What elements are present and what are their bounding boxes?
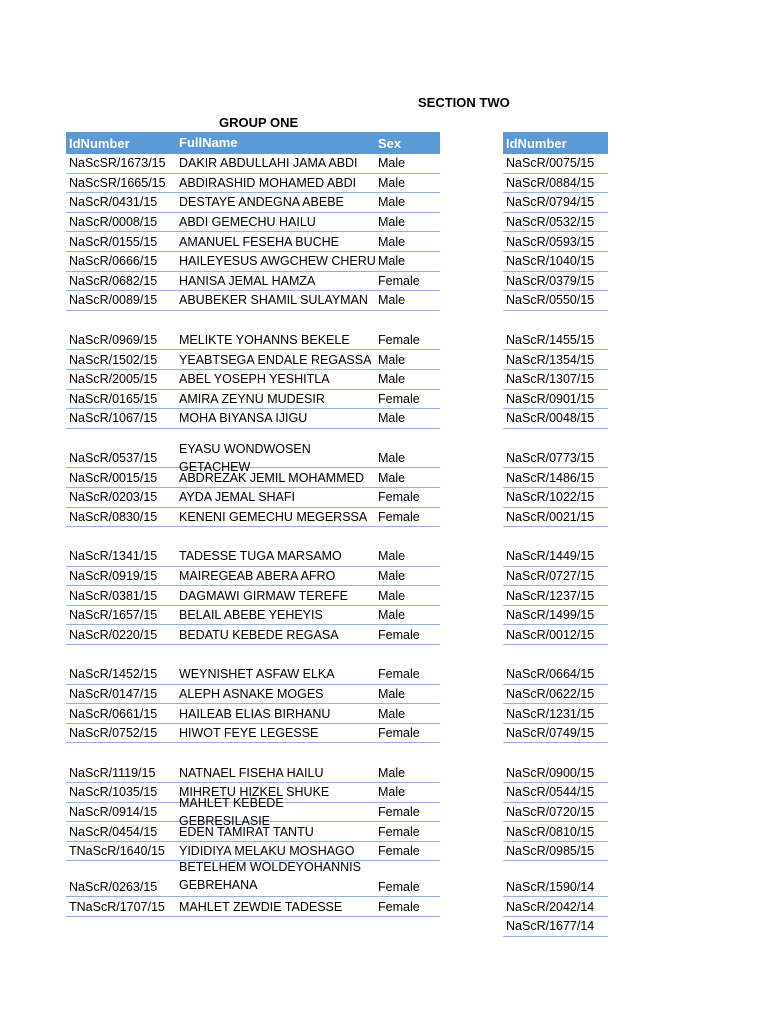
table-row bbox=[66, 390, 440, 410]
cell-idnumber: NaScR/0919/15 bbox=[69, 568, 158, 583]
cell-idnumber: NaScR/1452/15 bbox=[69, 667, 158, 682]
section-two-table bbox=[503, 132, 608, 937]
cell-idnumber: NaScR/0682/15 bbox=[69, 273, 158, 288]
table-row bbox=[66, 606, 440, 626]
cell-idnumber: NaScR/1354/15 bbox=[506, 352, 595, 367]
table-row bbox=[503, 488, 608, 508]
blank-row bbox=[503, 311, 608, 331]
table-row bbox=[66, 704, 440, 724]
table-row bbox=[503, 822, 608, 842]
cell-fullname: MELIKTE YOHANNS BEKELE bbox=[179, 333, 350, 348]
table-row bbox=[66, 272, 440, 292]
cell-idnumber: NaScR/0021/15 bbox=[506, 509, 595, 524]
cell-idnumber: NaScR/0431/15 bbox=[69, 195, 158, 210]
table-row bbox=[503, 861, 608, 897]
cell-sex: Male bbox=[378, 765, 406, 780]
cell-fullname: ABDREZAK JEMIL MOHAMMED bbox=[179, 470, 364, 485]
header-fullname: FullName bbox=[179, 135, 238, 150]
cell-idnumber: NaScR/0810/15 bbox=[506, 824, 595, 839]
cell-fullname: HAILEAB ELIAS BIRHANU bbox=[179, 706, 331, 721]
cell-idnumber: NaScR/0901/15 bbox=[506, 391, 595, 406]
cell-fullname: HAILEYESUS AWGCHEW CHERU bbox=[179, 254, 376, 269]
cell-fullname: EDEN TAMIRAT TANTU bbox=[179, 824, 314, 839]
cell-fullname: WEYNISHET ASFAW ELKA bbox=[179, 667, 335, 682]
cell-sex: Male bbox=[378, 686, 406, 701]
cell-fullname: BELAIL ABEBE YEHEYIS bbox=[179, 608, 323, 623]
header-idnumber: IdNumber bbox=[69, 135, 130, 151]
table-row bbox=[66, 154, 440, 174]
cell-idnumber: NaScR/1307/15 bbox=[506, 372, 595, 387]
cell-sex: Female bbox=[378, 844, 420, 859]
cell-idnumber: NaScR/0900/15 bbox=[506, 765, 595, 780]
table-row bbox=[503, 625, 608, 645]
table-row bbox=[66, 350, 440, 370]
cell-sex: Male bbox=[378, 568, 406, 583]
cell-idnumber: NaScR/0454/15 bbox=[69, 824, 158, 839]
cell-fullname: AYDA JEMAL SHAFI bbox=[179, 490, 296, 505]
table-row bbox=[503, 783, 608, 803]
cell-fullname: ABDIRASHID MOHAMED ABDI bbox=[179, 175, 357, 190]
table-row bbox=[66, 508, 440, 528]
blank-row bbox=[66, 645, 440, 665]
blank-row bbox=[66, 527, 440, 547]
table-row bbox=[503, 567, 608, 587]
cell-idnumber: NaScR/1499/15 bbox=[506, 608, 595, 623]
cell-idnumber: NaScR/0794/15 bbox=[506, 195, 595, 210]
table-row bbox=[503, 370, 608, 390]
cell-fullname: EYASU WONDWOSEN GETACHEW bbox=[179, 442, 311, 475]
cell-idnumber: NaScR/0752/15 bbox=[69, 726, 158, 741]
cell-fullname: ABUBEKER SHAMIL SULAYMAN bbox=[179, 293, 368, 308]
cell-fullname: ABEL YOSEPH YESHITLA bbox=[179, 372, 330, 387]
table-header bbox=[503, 132, 608, 154]
cell-idnumber: NaScR/0550/15 bbox=[506, 293, 595, 308]
table-body bbox=[503, 154, 608, 937]
table-row bbox=[503, 763, 608, 783]
cell-idnumber: NaScR/1035/15 bbox=[69, 785, 158, 800]
cell-fullname: MIHRETU HIZKEL SHUKE bbox=[179, 785, 330, 800]
cell-fullname: TADESSE TUGA MARSAMO bbox=[179, 549, 342, 564]
cell-sex: Female bbox=[378, 667, 420, 682]
cell-sex: Female bbox=[378, 627, 420, 642]
cell-fullname: KENENI GEMECHU MEGERSSA bbox=[179, 509, 368, 524]
table-row bbox=[503, 213, 608, 233]
cell-idnumber: NaScR/0381/15 bbox=[69, 588, 158, 603]
cell-idnumber: NaScR/0203/15 bbox=[69, 490, 158, 505]
cell-sex: Male bbox=[378, 293, 406, 308]
cell-fullname: ABDI GEMECHU HAILU bbox=[179, 215, 316, 230]
table-row bbox=[66, 724, 440, 744]
cell-sex: Female bbox=[378, 509, 420, 524]
blank-row bbox=[503, 429, 608, 449]
table-row bbox=[66, 685, 440, 705]
table-row bbox=[503, 154, 608, 174]
blank-row bbox=[503, 527, 608, 547]
cell-idnumber: NaScR/0773/15 bbox=[506, 451, 595, 466]
table-row bbox=[66, 331, 440, 351]
cell-idnumber: NaScR/0622/15 bbox=[506, 686, 595, 701]
table-row bbox=[503, 665, 608, 685]
cell-idnumber: NaScR/0015/15 bbox=[69, 470, 158, 485]
cell-sex: Female bbox=[378, 824, 420, 839]
cell-idnumber: NaScR/0544/15 bbox=[506, 785, 595, 800]
table-row bbox=[66, 547, 440, 567]
cell-fullname: MOHA BIYANSA IJIGU bbox=[179, 411, 308, 426]
cell-idnumber: NaScR/0532/15 bbox=[506, 215, 595, 230]
table-row bbox=[503, 174, 608, 194]
cell-sex: Male bbox=[378, 785, 406, 800]
cell-idnumber: NaScR/0985/15 bbox=[506, 844, 595, 859]
table-row bbox=[66, 252, 440, 272]
cell-fullname: MAIREGEAB ABERA AFRO bbox=[179, 568, 336, 583]
cell-sex: Female bbox=[378, 899, 420, 914]
cell-idnumber: NaScR/0661/15 bbox=[69, 706, 158, 721]
cell-fullname: HANISA JEMAL HAMZA bbox=[179, 273, 316, 288]
cell-sex: Male bbox=[378, 254, 406, 269]
table-body bbox=[66, 154, 440, 917]
cell-fullname: MAHLET ZEWDIE TADESSE bbox=[179, 899, 343, 914]
cell-sex: Male bbox=[378, 195, 406, 210]
table-row bbox=[66, 897, 440, 917]
table-row bbox=[503, 468, 608, 488]
cell-fullname: BEDATU KEBEDE REGASA bbox=[179, 627, 339, 642]
cell-idnumber: NaScR/0155/15 bbox=[69, 234, 158, 249]
cell-sex: Male bbox=[378, 175, 406, 190]
group-one-table bbox=[66, 132, 440, 917]
cell-idnumber: NaScR/1486/15 bbox=[506, 470, 595, 485]
table-row bbox=[503, 586, 608, 606]
table-row bbox=[66, 665, 440, 685]
cell-idnumber: NaScR/0914/15 bbox=[69, 804, 158, 819]
cell-idnumber: NaScR/2042/14 bbox=[506, 899, 595, 914]
cell-sex: Male bbox=[378, 156, 406, 171]
cell-idnumber: NaScR/1119/15 bbox=[69, 765, 156, 780]
cell-idnumber: NaScR/0720/15 bbox=[506, 804, 595, 819]
cell-fullname: DAKIR ABDULLAHI JAMA ABDI bbox=[179, 156, 358, 171]
table-row bbox=[503, 272, 608, 292]
table-row bbox=[66, 488, 440, 508]
cell-fullname: HIWOT FEYE LEGESSE bbox=[179, 726, 319, 741]
table-row bbox=[503, 842, 608, 862]
cell-sex: Female bbox=[378, 804, 420, 819]
table-header bbox=[66, 132, 440, 154]
cell-idnumber: NaScR/1657/15 bbox=[69, 608, 158, 623]
table-row bbox=[503, 409, 608, 429]
table-row bbox=[503, 704, 608, 724]
cell-sex: Male bbox=[378, 470, 406, 485]
cell-fullname: DESTAYE ANDEGNA ABEBE bbox=[179, 195, 344, 210]
cell-fullname: YEABTSEGA ENDALE REGASSA bbox=[179, 352, 372, 367]
cell-sex: Male bbox=[378, 215, 406, 230]
table-row bbox=[66, 174, 440, 194]
cell-idnumber: NaScR/1231/15 bbox=[506, 706, 595, 721]
table-row bbox=[66, 232, 440, 252]
cell-idnumber: TNaScR/1707/15 bbox=[69, 899, 165, 914]
cell-idnumber: NaScR/0220/15 bbox=[69, 627, 158, 642]
cell-idnumber: NaScR/1022/15 bbox=[506, 490, 595, 505]
cell-idnumber: NaScR/1449/15 bbox=[506, 549, 595, 564]
cell-sex: Female bbox=[378, 880, 420, 895]
cell-idnumber: NaScR/0048/15 bbox=[506, 411, 595, 426]
cell-idnumber: NaScR/0537/15 bbox=[69, 451, 158, 466]
cell-sex: Male bbox=[378, 451, 406, 466]
cell-idnumber: NaScR/0830/15 bbox=[69, 509, 158, 524]
blank-row bbox=[503, 743, 608, 763]
cell-idnumber: NaScR/1677/14 bbox=[506, 919, 595, 934]
table-row bbox=[503, 547, 608, 567]
cell-idnumber: NaScR/0008/15 bbox=[69, 215, 158, 230]
table-row bbox=[66, 291, 440, 311]
cell-fullname: YIDIDIYA MELAKU MOSHAGO bbox=[179, 844, 355, 859]
blank-row bbox=[503, 645, 608, 665]
cell-sex: Male bbox=[378, 411, 406, 426]
cell-idnumber: NaScR/1590/14 bbox=[506, 880, 595, 895]
cell-idnumber: NaScR/1067/15 bbox=[69, 411, 158, 426]
table-row bbox=[66, 567, 440, 587]
cell-idnumber: NaScR/0089/15 bbox=[69, 293, 158, 308]
cell-idnumber: NaScSR/1665/15 bbox=[69, 175, 166, 190]
table-row bbox=[66, 468, 440, 488]
table-row bbox=[66, 625, 440, 645]
table-row bbox=[66, 822, 440, 842]
table-row bbox=[503, 232, 608, 252]
cell-idnumber: NaScR/0749/15 bbox=[506, 726, 595, 741]
cell-sex: Male bbox=[378, 706, 406, 721]
table-row bbox=[503, 291, 608, 311]
table-row bbox=[503, 724, 608, 744]
cell-idnumber: NaScR/1237/15 bbox=[506, 588, 595, 603]
table-row bbox=[66, 193, 440, 213]
cell-fullname: DAGMAWI GIRMAW TEREFE bbox=[179, 588, 348, 603]
table-row bbox=[503, 606, 608, 626]
table-row bbox=[503, 331, 608, 351]
cell-idnumber: NaScR/0664/15 bbox=[506, 667, 595, 682]
table-row bbox=[503, 193, 608, 213]
cell-idnumber: NaScR/0969/15 bbox=[69, 333, 158, 348]
cell-sex: Female bbox=[378, 273, 420, 288]
table-row bbox=[503, 685, 608, 705]
cell-sex: Female bbox=[378, 490, 420, 505]
table-row bbox=[503, 350, 608, 370]
group-title: GROUP ONE bbox=[219, 115, 299, 130]
cell-sex: Male bbox=[378, 549, 406, 564]
cell-idnumber: NaScR/0593/15 bbox=[506, 234, 595, 249]
table-row bbox=[503, 803, 608, 823]
cell-sex: Female bbox=[378, 391, 420, 406]
cell-idnumber: NaScR/1502/15 bbox=[69, 352, 158, 367]
cell-fullname: AMIRA ZEYNU MUDESIR bbox=[179, 391, 325, 406]
blank-row bbox=[66, 311, 440, 331]
table-row bbox=[503, 897, 608, 917]
cell-idnumber: NaScR/1341/15 bbox=[69, 549, 158, 564]
cell-idnumber: NaScR/0666/15 bbox=[69, 254, 158, 269]
blank-row bbox=[66, 743, 440, 763]
cell-sex: Male bbox=[378, 608, 406, 623]
cell-sex: Female bbox=[378, 726, 420, 741]
table-row bbox=[66, 763, 440, 783]
table-row bbox=[66, 370, 440, 390]
cell-sex: Male bbox=[378, 588, 406, 603]
table-row bbox=[503, 917, 608, 937]
cell-fullname: BETELHEM WOLDEYOHANNIS GEBREHANA bbox=[179, 860, 361, 893]
cell-idnumber: NaScR/1040/15 bbox=[506, 254, 595, 269]
cell-fullname: MAHLET KEBEDE GEBRESILASIE bbox=[179, 795, 284, 828]
cell-idnumber: NaScR/0884/15 bbox=[506, 175, 595, 190]
cell-idnumber: NaScR/0379/15 bbox=[506, 273, 595, 288]
cell-idnumber: NaScR/0075/15 bbox=[506, 156, 595, 171]
table-row bbox=[503, 449, 608, 469]
cell-idnumber: NaScR/0727/15 bbox=[506, 568, 595, 583]
cell-idnumber: TNaScR/1640/15 bbox=[69, 844, 165, 859]
cell-idnumber: NaScR/0012/15 bbox=[506, 627, 595, 642]
cell-fullname: AMANUEL FESEHA BUCHE bbox=[179, 234, 339, 249]
cell-idnumber: NaScR/2005/15 bbox=[69, 372, 158, 387]
cell-sex: Male bbox=[378, 234, 406, 249]
table-row bbox=[66, 409, 440, 429]
cell-idnumber: NaScR/0263/15 bbox=[69, 880, 158, 895]
cell-sex: Male bbox=[378, 352, 406, 367]
table-row bbox=[503, 252, 608, 272]
table-row bbox=[66, 586, 440, 606]
cell-idnumber: NaScR/0165/15 bbox=[69, 391, 158, 406]
table-row bbox=[66, 861, 440, 897]
table-row bbox=[66, 442, 440, 475]
cell-sex: Male bbox=[378, 372, 406, 387]
header-idnumber: IdNumber bbox=[506, 135, 567, 151]
cell-fullname: NATNAEL FISEHA HAILU bbox=[179, 765, 324, 780]
table-row bbox=[66, 795, 440, 828]
cell-idnumber: NaScSR/1673/15 bbox=[69, 156, 166, 171]
cell-fullname: ALEPH ASNAKE MOGES bbox=[179, 686, 324, 701]
cell-sex: Female bbox=[378, 333, 420, 348]
table-row bbox=[66, 213, 440, 233]
cell-idnumber: NaScR/1455/15 bbox=[506, 333, 595, 348]
table-row bbox=[503, 390, 608, 410]
section-title: SECTION TWO bbox=[418, 95, 510, 110]
cell-idnumber: NaScR/0147/15 bbox=[69, 686, 158, 701]
table-row bbox=[503, 508, 608, 528]
header-sex: Sex bbox=[378, 135, 402, 151]
